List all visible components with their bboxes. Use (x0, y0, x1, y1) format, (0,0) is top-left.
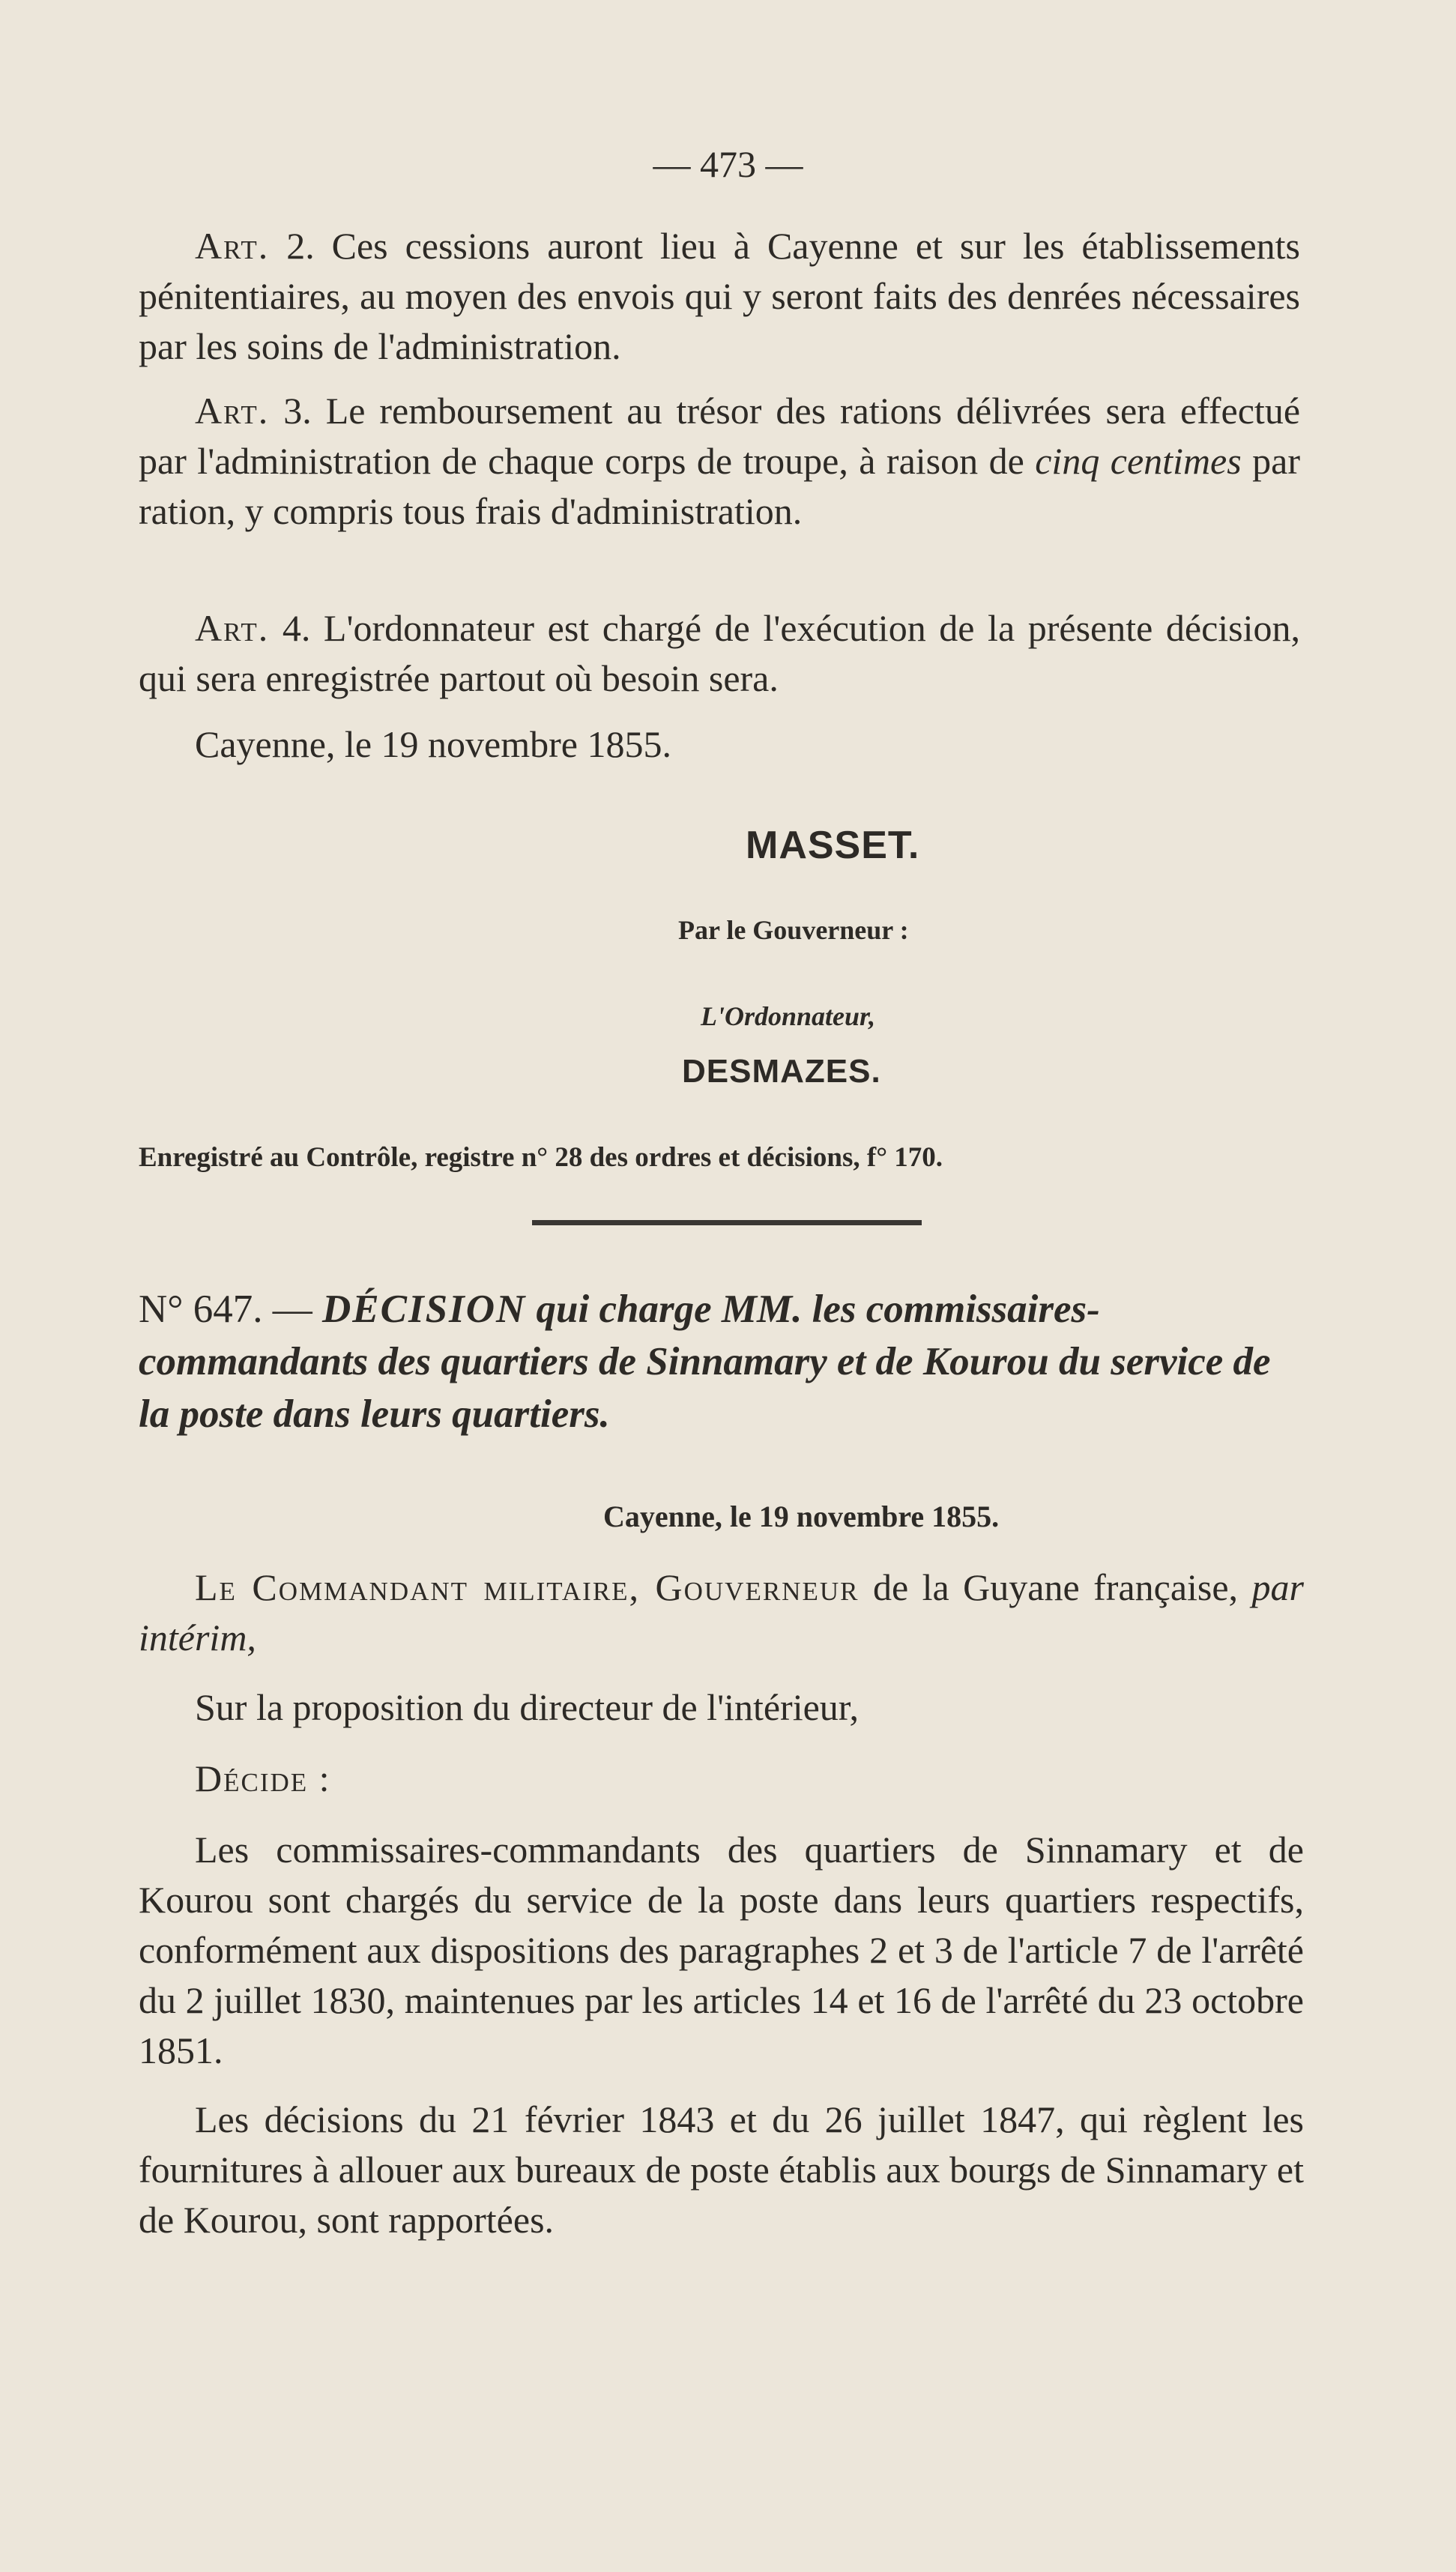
article-text: Le remboursement au trésor des rations délivrées sera effectué par l'administration de chaque corps de troupe, à raison de (139, 390, 1301, 482)
article-text-italic: cinq centimes (1035, 440, 1242, 482)
registration-note: Enregistré au Contrôle, registre n° 28 des ordres et décisions, f° 170. (139, 1142, 943, 1173)
preamble-interim: par intérim, (139, 1566, 1305, 1658)
article-number: 3. (283, 390, 312, 432)
decision-title-word: DÉCISION (321, 1287, 527, 1331)
by-governor-line: Par le Gouverneur : (678, 915, 909, 945)
article-text: Ces cessions auront lieu à Cayenne et sur les établissements pénitentiaires, au moyen des envois qui y seront faits des denrées nécessaires par les soins de l'administration. (139, 225, 1300, 367)
closing-date: Cayenne, le 19 novembre 1855. (195, 723, 671, 765)
article-label: Art. (195, 607, 270, 649)
article-text: par ration, y compris tous frais d'administration. (139, 440, 1301, 532)
preamble-authority: Le Commandant militaire, Gouverneur (195, 1566, 860, 1608)
decision-dateline: Cayenne, le 19 novembre 1855. (603, 1500, 1000, 1533)
article-label: Art. (195, 225, 270, 267)
article-3 (139, 386, 1300, 537)
article-number: 2. (286, 225, 315, 267)
article-4 (139, 603, 1300, 704)
section-separator (532, 1220, 922, 1225)
decision-title-rest: qui charge MM. les commissaires-commandants des quartiers de Sinnamary et de Kourou du service de la poste dans leurs quartiers. (139, 1287, 1271, 1436)
decision-decide: Décide : (195, 1757, 331, 1799)
ordonnateur-title: L'Ordonnateur, (701, 1001, 876, 1031)
decision-heading (139, 1283, 1304, 1440)
decision-preamble (139, 1563, 1304, 1663)
decision-number: N° 647. — (139, 1287, 312, 1331)
decision-paragraph-1: Les commissaires-commandants des quartiers de Sinnamary et de Kourou sont chargés du service de la poste dans leurs quartiers respectifs, conformément aux dispositions des paragraphes 2 et 3 de l'article 7 de l'arrêté du 2 juillet 1830, maintenues par les articles 14 et 16 de l'arrêté du 23 octobre 1851. (139, 1829, 1304, 2071)
article-number: 4. (282, 607, 311, 649)
page-number: — 473 — (653, 143, 803, 185)
decision-proposal: Sur la proposition du directeur de l'intérieur, (195, 1686, 859, 1728)
article-label: Art. (195, 390, 270, 432)
preamble-location: de la Guyane française, (872, 1566, 1239, 1608)
article-text: L'ordonnateur est chargé de l'exécution de la présente décision, qui sera enregistrée partout où besoin sera. (139, 607, 1301, 699)
signature-masset: MASSET. (746, 824, 920, 867)
article-2 (139, 221, 1300, 372)
signature-desmazes: DESMAZES. (682, 1053, 881, 1090)
decision-paragraph-2: Les décisions du 21 février 1843 et du 26 juillet 1847, qui règlent les fournitures à allouer aux bureaux de poste établis aux bourgs de Sinnamary et de Kourou, sont rapportées. (139, 2098, 1304, 2241)
